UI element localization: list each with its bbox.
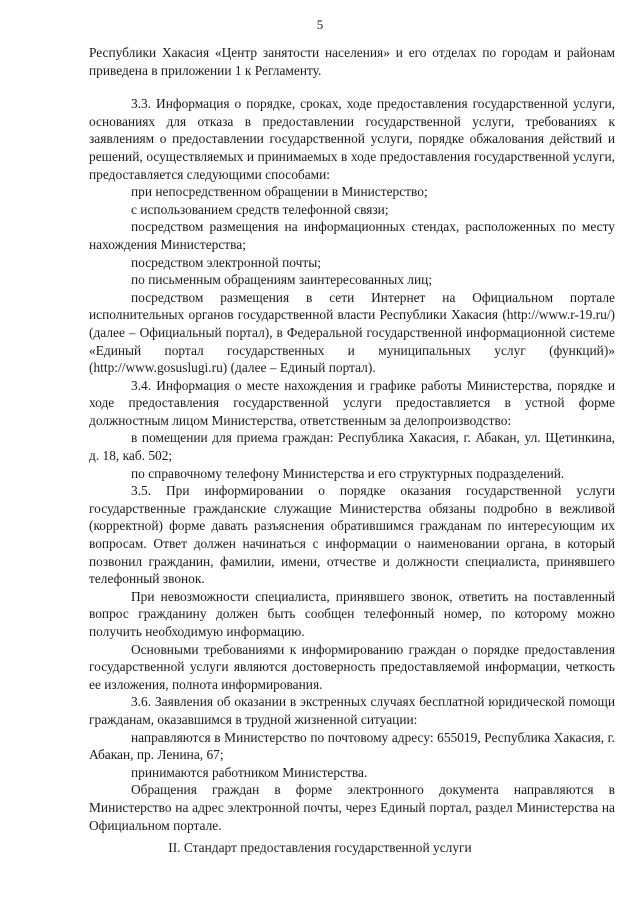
paragraph-continuation: Республики Хакасия «Центр занятости населения» и его отделах по городам и районам приведена в приложении 1 к Регламенту.: [89, 45, 615, 78]
page-number: 5: [316, 17, 324, 32]
section-heading: II. Стандарт предоставления государственной услуги: [168, 840, 472, 855]
list-item: с использованием средств телефонной связи;: [131, 201, 389, 217]
paragraph: При невозможности специалиста, принявшего звонок, ответить на поставленный вопрос гражданину должен быть сообщен телефонный номер, по которому можно получить необходимую информацию.: [89, 588, 615, 639]
paragraph-3-6: 3.6. Заявления об оказании в экстренных случаях бесплатной юридической помощи гражданам, оказавшимся в трудной жизненной ситуации:: [89, 694, 615, 727]
paragraph: Обращения граждан в форме электронного документа направляются в Министерство на адрес электронной почты, через Единый портал, раздел Министерства на Официальном портале.: [89, 782, 615, 833]
list-item: принимаются работником Министерства.: [131, 764, 368, 780]
paragraph: Основными требованиями к информированию граждан о порядке предоставления государственной услуги являются достоверность предоставляемой информации, четкость ее изложения, полнота информирования.: [89, 641, 615, 692]
list-item: по справочному телефону Министерства и его структурных подразделений.: [131, 465, 565, 481]
paragraph-3-5: 3.5. При информировании о порядке оказания государственной услуги государственные гражданские служащие Министерства обязаны подробно в вежливой (корректной) форме давать разъяснения обратившимся гражданам по интересующим их вопросам. Ответ должен начинаться с информации о наименовании органа, в который позвонил гражданин, фамилии, имени, отчестве и должности специалиста, принявшего телефонный звонок.: [89, 483, 615, 587]
list-item: по письменным обращениям заинтересованных лиц;: [131, 272, 433, 288]
list-item: посредством электронной почты;: [131, 254, 321, 270]
list-item: посредством размещения в сети Интернет на Официальном портале исполнительных органов государственной власти Республики Хакасия (http://www.r-19.ru/) (далее – Официальный портал), в Федеральной государственной информационной системе «Единый портал государственных и муниципальных услуг (функций)» (http://www.gosuslugi.ru) (далее – Единый портал).: [89, 289, 615, 376]
list-item: направляются в Министерство по почтовому адресу: 655019, Республика Хакасия, г. Абакан, пр. Ленина, 67;: [89, 729, 615, 763]
list-item: в помещении для приема граждан: Республика Хакасия, г. Абакан, ул. Щетинкина, д. 18, каб. 502;: [89, 430, 615, 464]
body-text: [89, 44, 615, 834]
list-item: при непосредственном обращении в Министерство;: [131, 184, 428, 200]
paragraph-3-4: 3.4. Информация о месте нахождения и графике работы Министерства, порядке и ходе предоставления государственной услуги предоставляется в устной форме должностным лицом Министерства, ответственным за делопроизводство:: [89, 377, 615, 428]
paragraph-3-3: 3.3. Информация о порядке, сроках, ходе предоставления государственной услуги, основаниях для отказа в предоставлении государственной услуги, требованиях к заявлениям о предоставлении государственной услуги, порядке обжалования действий и решений, осуществляемых и принимаемых в ходе предоставления государственной услуги, предоставляется следующими способами:: [89, 96, 615, 182]
list-item: посредством размещения на информационных стендах, расположенных по месту нахождения Министерства;: [89, 219, 615, 252]
